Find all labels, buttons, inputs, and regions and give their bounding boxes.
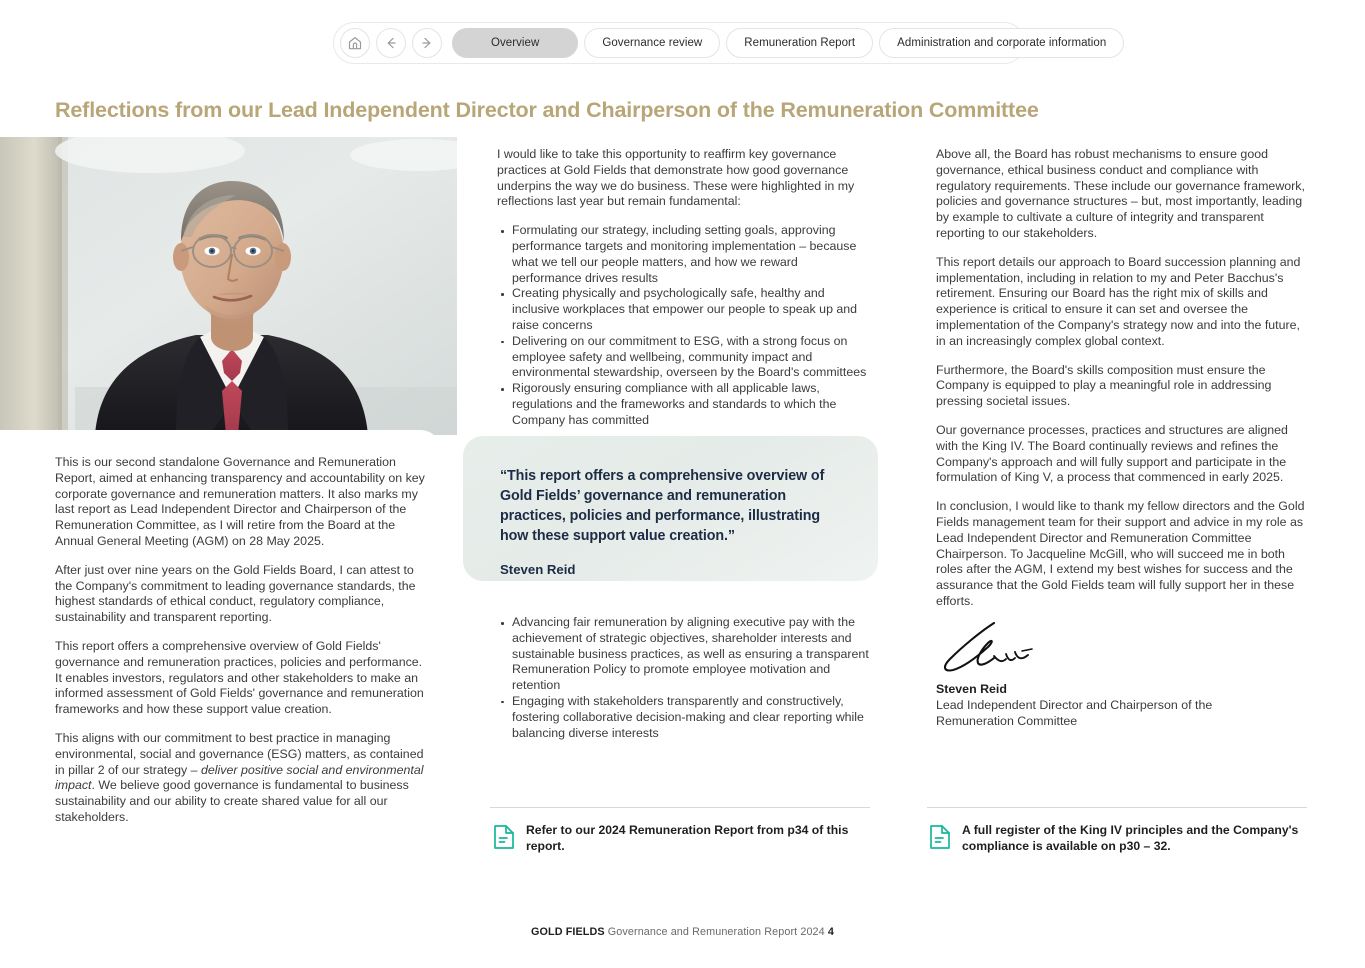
left-paragraph-1: This is our second standalone Governance and Remuneration Report, aimed at enhancing transparency and accountability on key corporate governance and remuneration matters. It also marks my last report as Lead Independent Director and Chairperson of the Remuneration Committee, as I will retire from the Board at the Annual General Meeting (AGM) on 28 May 2025. [55,455,425,548]
pull-quote-box [463,436,878,581]
portrait-illustration [0,137,457,435]
list-item: Creating physically and psychologically safe, healthy and inclusive workplaces that empower our people to speak up and raise concerns [497,286,869,333]
page-title: Reflections from our Lead Independent Director and Chairperson of the Remuneration Committee [55,98,1039,122]
left-text-column [55,455,430,826]
reference-divider-right [927,807,1307,808]
right-paragraph-3: Furthermore, the Board's skills composition must ensure the Company is equipped to play a meaningful role in addressing pressing societal issues. [936,362,1272,409]
right-text-column [936,147,1308,610]
handwritten-signature-icon [936,620,1046,676]
signature-image [936,620,1136,675]
reference-text: Refer to our 2024 Remuneration Report from p34 of this report. [526,823,849,853]
footer-brand: GOLD FIELDS [531,926,605,938]
governance-practices-list [497,223,869,428]
page-footer [0,926,1365,938]
right-paragraph-2: This report details our approach to Board succession planning and implementation, including in relation to my and Peter Bacchus's retirement. Ensuring our Board has the right mix of skills and experience is critical to ensure it can set and oversee the implementation of the Company's strategy now and into the future, in an increasingly complex global context. [936,254,1301,348]
footer-description: Governance and Remuneration Report 2024 [604,926,828,938]
document-icon [929,824,951,850]
esg-text-before: This aligns with our commitment to best practice in managing environmental, social and governance (ESG) matters, as contained in pillar 2 of our strategy – [55,730,424,777]
back-button[interactable] [376,28,406,58]
reference-text: A full register of the King IV principles and the Company's compliance is available on p30 – 32. [962,823,1299,853]
left-paragraph-2: After just over nine years on the Gold Fields Board, I can attest to the Company's commitment to leading governance standards, the highest standards of ethical conduct, regulatory compliance, sustainability and transparent reporting. [55,562,416,625]
document-icon [493,824,515,850]
tab-overview[interactable]: Overview [452,28,578,58]
middle-text-column-bullets [497,615,869,741]
esg-text-italic: deliver positive social and environmental impact [55,762,424,793]
arrow-right-icon [419,35,435,51]
top-navigation-bar [333,22,1107,64]
tab-administration-and-corporate-information[interactable]: Administration and corporate information [879,28,1124,58]
signature-name: Steven Reid [936,682,1007,696]
tab-remuneration-report[interactable]: Remuneration Report [726,28,873,58]
pull-quote-author: Steven Reid [500,562,576,577]
list-item: Advancing fair remuneration by aligning executive pay with the achievement of strategic objectives, shareholder interests and sustainable business practices, as well as ensuring a transparent Remuneration Policy to promote employee motivation and retention [497,615,869,694]
list-item: Rigorously ensuring compliance with all applicable laws, regulations and the frameworks and standards to which the Company has committed [497,381,869,428]
list-item: Engaging with stakeholders transparently and constructively, fostering collaborative decision-making and clear reporting while balancing diverse interests [497,694,869,741]
reference-divider-left [490,807,870,808]
esg-text-after: . We believe good governance is fundamental to business sustainability and our ability to create shared value for all our stakeholders. [55,778,409,824]
arrow-left-icon [383,35,399,51]
remuneration-practices-list [497,615,869,741]
tab-governance-review[interactable]: Governance review [584,28,720,58]
right-paragraph-5: In conclusion, I would like to thank my fellow directors and the Gold Fields management team for their support and advice in my role as Lead Independent Director and Remuneration Committee Chairperson. To Jacqueline McGill, who will succeed me in both roles after the AGM, I extend my best wishes for success and the assurance that the Gold Fields team will fully support her in these efforts. [936,499,1305,608]
left-paragraph-esg [55,731,430,826]
portrait-photo [0,137,457,435]
home-button[interactable] [340,28,370,58]
reference-link-remuneration-report[interactable] [493,823,883,854]
middle-intro-paragraph: I would like to take this opportunity to reaffirm key governance practices at Gold Fields that demonstrate how good governance underpins the way we do business. These were highlighted in my reflections last year but remain fundamental: [497,147,855,209]
reference-link-king-iv-register[interactable] [929,823,1319,854]
signature-role: Lead Independent Director and Chairperson of the Remuneration Committee [936,698,1213,728]
middle-text-column-top [497,147,869,429]
forward-button[interactable] [412,28,442,58]
list-item: Delivering on our commitment to ESG, with a strong focus on employee safety and wellbeing, community impact and environmental stewardship, overseen by the Board's committees [497,334,869,381]
right-paragraph-1: Above all, the Board has robust mechanisms to ensure good governance, ethical business conduct and compliance with regulatory requirements. These include our governance framework, policies and governance structures – but, most importantly, leading by example to cultivate a culture of integrity and transparent reporting to our stakeholders. [936,147,1305,240]
list-item: Formulating our strategy, including setting goals, approving performance targets and monitoring implementation – because what we tell our people matters, and how we reward performance drives results [497,223,869,286]
right-paragraph-4: Our governance processes, practices and structures are aligned with the King IV. The Board continually reviews and refines the Company's approach and will fully support and participate in the formulation of King V, a process that commenced in early 2025. [936,422,1288,485]
pull-quote-text: “This report offers a comprehensive overview of Gold Fields’ governance and remuneration practices, policies and performance, illustrating how these support value creation.” [500,468,825,544]
left-paragraph-3: This report offers a comprehensive overview of Gold Fields' governance and remuneration practices, policies and performance. It enables investors, regulators and other stakeholders to make an informed assessment of Gold Fields' governance and remuneration frameworks and how these support value creation. [55,638,424,717]
footer-page-number: 4 [827,926,834,938]
home-icon [347,35,363,51]
